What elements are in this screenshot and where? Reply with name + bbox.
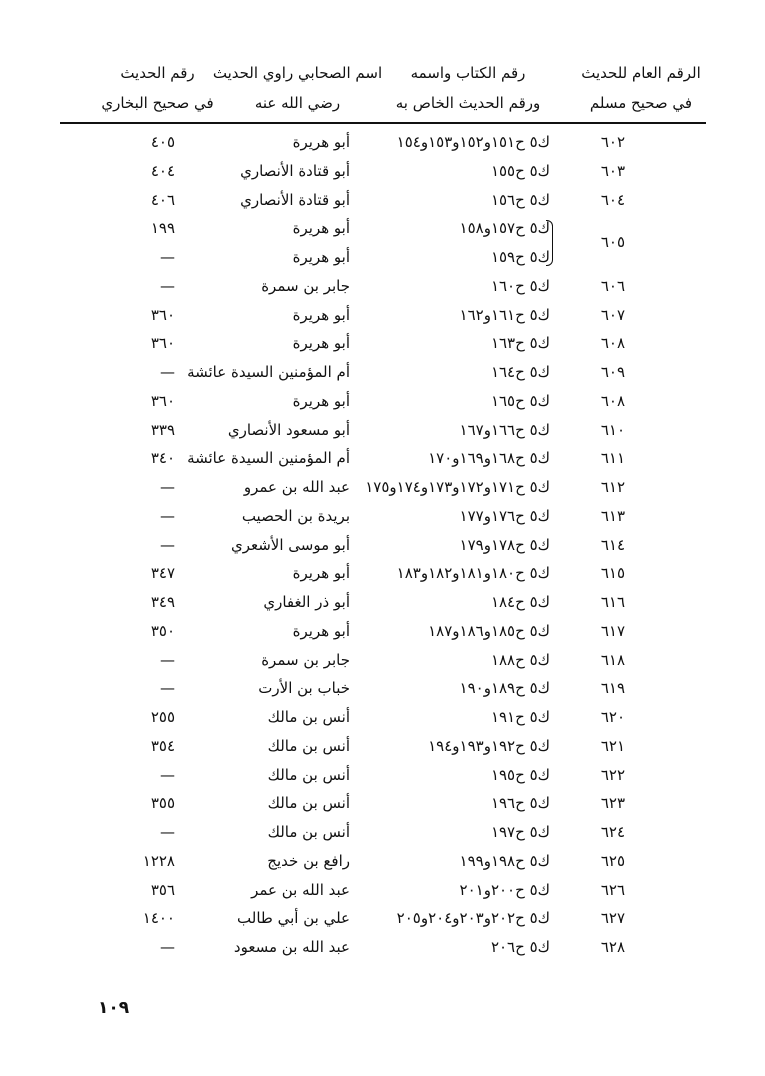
narrator-cell: أبو موسى الأشعري: [230, 536, 350, 554]
bukhari-number-cell: —: [160, 651, 175, 669]
general-number-cell: ٦١٩: [600, 679, 625, 697]
book-reference-cell: ك٥ ح١٦٥: [490, 392, 550, 410]
narrator-cell: أنس بن مالك: [267, 794, 350, 812]
narrator-cell: أبو هريرة: [292, 248, 350, 266]
table-row: [0, 847, 765, 875]
table-row: [0, 703, 765, 731]
general-number-cell: ٦٢٢: [600, 766, 625, 784]
table-row: [0, 732, 765, 760]
book-reference-cell: ك٥ ح١٨٤: [490, 593, 550, 611]
header-general-number: [566, 58, 716, 118]
bukhari-number-cell: ٣٥٦: [150, 881, 175, 899]
general-number-cell: ٦١٨: [600, 651, 625, 669]
narrator-cell: أنس بن مالك: [267, 708, 350, 726]
row-group-brace: [546, 220, 553, 266]
header-bukhari-number: [95, 58, 220, 118]
table-row: [0, 646, 765, 674]
bukhari-number-cell: ٢٥٥: [150, 708, 175, 726]
narrator-cell: أم المؤمنين السيدة عائشة: [187, 449, 350, 467]
book-reference-cell: ك٥ ح١٥٩: [490, 248, 550, 266]
table-row: [0, 272, 765, 300]
bukhari-number-cell: —: [160, 823, 175, 841]
table-row: [0, 416, 765, 444]
header-line: ورقم الحديث الخاص به: [395, 94, 541, 112]
book-reference-cell: ك٥ ح١٩٢و١٩٣و١٩٤: [428, 737, 550, 755]
book-reference-cell: ك٥ ح٢٠٢و٢٠٣و٢٠٤و٢٠٥: [396, 909, 550, 927]
bukhari-number-cell: —: [160, 679, 175, 697]
book-reference-cell: ك٥ ح١٥٥: [490, 162, 550, 180]
table-row: [0, 301, 765, 329]
table-row: [0, 761, 765, 789]
book-reference-cell: ك٥ ح١٨٥و١٨٦و١٨٧: [428, 622, 550, 640]
narrator-cell: أبو مسعود الأنصاري: [227, 421, 350, 439]
table-row: [0, 329, 765, 357]
table-row: [0, 904, 765, 932]
book-reference-cell: ك٥ ح١٦٦و١٦٧: [459, 421, 550, 439]
table-row: [0, 674, 765, 702]
book-reference-cell: ك٥ ح١٧٨و١٧٩: [459, 536, 550, 554]
book-reference-cell: ك٥ ح٢٠٠و٢٠١: [459, 881, 550, 899]
table-row: [0, 588, 765, 616]
general-number-cell: ٦٠٨: [600, 334, 625, 352]
narrator-cell: عبد الله بن مسعود: [233, 938, 350, 956]
general-number-cell: ٦٢٧: [600, 909, 625, 927]
book-reference-cell: ك٥ ح١٦٣: [490, 334, 550, 352]
bukhari-number-cell: —: [160, 507, 175, 525]
narrator-cell: أبو هريرة: [292, 133, 350, 151]
bukhari-number-cell: ٣٤٠: [150, 449, 175, 467]
general-number-cell: ٦١٣: [600, 507, 625, 525]
header-book-reference: [378, 58, 558, 118]
book-reference-cell: ك٥ ح١٩٦: [490, 794, 550, 812]
narrator-cell: أبو ذر الغفاري: [263, 593, 350, 611]
narrator-cell: أبو هريرة: [292, 392, 350, 410]
narrator-cell: أبو هريرة: [292, 219, 350, 237]
narrator-cell: أبو هريرة: [292, 306, 350, 324]
table-row: [0, 243, 765, 271]
bukhari-number-cell: ٣٥٤: [150, 737, 175, 755]
narrator-cell: أبو هريرة: [292, 334, 350, 352]
bukhari-number-cell: ٣٥٥: [150, 794, 175, 812]
narrator-cell: خباب بن الأرت: [258, 679, 350, 697]
book-reference-cell: ك٥ ح١٥٧و١٥٨: [459, 219, 550, 237]
table-row: [0, 186, 765, 214]
general-number-cell: ٦١٦: [600, 593, 625, 611]
narrator-cell: جابر بن سمرة: [261, 651, 350, 669]
table-row: [0, 358, 765, 386]
narrator-cell: أبو قتادة الأنصاري: [240, 162, 350, 180]
header-line: الرقم العام للحديث: [581, 64, 701, 82]
table-row: [0, 789, 765, 817]
table-row: [0, 559, 765, 587]
general-number-cell: ٦٠٩: [600, 363, 625, 381]
narrator-cell: رافع بن خديج: [267, 852, 350, 870]
general-number-cell: ٦١٤: [600, 536, 625, 554]
table-row: [0, 128, 765, 156]
general-number-cell: ٦٠٢: [600, 133, 625, 151]
header-line: اسم الصحابي راوي الحديث: [212, 64, 383, 82]
bukhari-number-cell: ٣٦٠: [150, 392, 175, 410]
book-reference-cell: ك٥ ح١٨٠و١٨١و١٨٢و١٨٣: [396, 564, 550, 582]
narrator-cell: أنس بن مالك: [267, 766, 350, 784]
bukhari-number-cell: —: [160, 766, 175, 784]
bukhari-number-cell: ٣٥٠: [150, 622, 175, 640]
general-number-cell: ٦٠٣: [600, 162, 625, 180]
header-divider: [60, 122, 706, 124]
book-reference-cell: ك٥ ح١٨٨: [490, 651, 550, 669]
narrator-cell: أنس بن مالك: [267, 737, 350, 755]
book-reference-cell: ك٥ ح١٨٩و١٩٠: [459, 679, 550, 697]
general-number-cell: ٦٢١: [600, 737, 625, 755]
bukhari-number-cell: —: [160, 536, 175, 554]
bukhari-number-cell: ٣٦٠: [150, 306, 175, 324]
general-number-cell: ٦٢٣: [600, 794, 625, 812]
book-reference-cell: ك٥ ح١٦١و١٦٢: [459, 306, 550, 324]
bukhari-number-cell: —: [160, 248, 175, 266]
narrator-cell: أبو هريرة: [292, 564, 350, 582]
narrator-cell: أبو هريرة: [292, 622, 350, 640]
bukhari-number-cell: ٣٣٩: [150, 421, 175, 439]
narrator-cell: بريدة بن الحصيب: [241, 507, 350, 525]
narrator-cell: جابر بن سمرة: [261, 277, 350, 295]
bukhari-number-cell: —: [160, 478, 175, 496]
header-line: رقم الحديث: [120, 64, 195, 82]
general-number-cell: ٦١٧: [600, 622, 625, 640]
table-row: [0, 214, 765, 242]
bukhari-number-cell: ٤٠٤: [150, 162, 175, 180]
bukhari-number-cell: ١٤٠٠: [142, 909, 175, 927]
bukhari-number-cell: —: [160, 277, 175, 295]
general-number-cell: ٦٠٦: [600, 277, 625, 295]
general-number-cell: ٦٢٥: [600, 852, 625, 870]
narrator-cell: أبو قتادة الأنصاري: [240, 191, 350, 209]
bukhari-number-cell: ٣٦٠: [150, 334, 175, 352]
narrator-cell: أنس بن مالك: [267, 823, 350, 841]
book-reference-cell: ك٥ ح١٩٥: [490, 766, 550, 784]
general-number-cell: ٦٠٧: [600, 306, 625, 324]
bukhari-number-cell: ١٢٢٨: [142, 852, 175, 870]
narrator-cell: عبد الله بن عمر: [251, 881, 350, 899]
general-number-cell: ٦٠٤: [600, 191, 625, 209]
header-narrator: [210, 58, 385, 118]
general-number-cell: ٦٠٨: [600, 392, 625, 410]
bukhari-number-cell: ٣٤٧: [150, 564, 175, 582]
merged-general-number-cell: ٦٠٥: [600, 233, 625, 251]
header-line: رضي الله عنه: [254, 94, 341, 112]
book-reference-cell: ك٥ ح١٦٨و١٦٩و١٧٠: [428, 449, 550, 467]
table-row: [0, 157, 765, 185]
general-number-cell: ٦١٠: [600, 421, 625, 439]
book-reference-cell: ك٥ ح١٧١و١٧٢و١٧٣و١٧٤و١٧٥: [365, 478, 550, 496]
narrator-cell: أم المؤمنين السيدة عائشة: [187, 363, 350, 381]
table-row: [0, 933, 765, 961]
book-reference-cell: ك٥ ح١٥١و١٥٢و١٥٣و١٥٤: [396, 133, 550, 151]
table-row: [0, 444, 765, 472]
book-reference-cell: ك٥ ح٢٠٦: [490, 938, 550, 956]
table-row: [0, 502, 765, 530]
general-number-cell: ٦٢٦: [600, 881, 625, 899]
header-line: رقم الكتاب واسمه: [410, 64, 526, 82]
bukhari-number-cell: —: [160, 938, 175, 956]
general-number-cell: ٦١١: [600, 449, 625, 467]
table-row: [0, 473, 765, 501]
general-number-cell: ٦٢٤: [600, 823, 625, 841]
header-line: في صحيح البخاري: [101, 94, 214, 112]
table-row: [0, 617, 765, 645]
book-reference-cell: ك٥ ح١٩٧: [490, 823, 550, 841]
narrator-cell: علي بن أبي طالب: [237, 909, 350, 927]
book-reference-cell: ك٥ ح١٦٠: [490, 277, 550, 295]
book-reference-cell: ك٥ ح١٩١: [490, 708, 550, 726]
general-number-cell: ٦٢٠: [600, 708, 625, 726]
table-row: [0, 531, 765, 559]
bukhari-number-cell: ٤٠٥: [150, 133, 175, 151]
header-line: في صحيح مسلم: [589, 94, 693, 112]
general-number-cell: ٦٢٨: [600, 938, 625, 956]
general-number-cell: ٦١٥: [600, 564, 625, 582]
narrator-cell: عبد الله بن عمرو: [243, 478, 350, 496]
book-reference-cell: ك٥ ح١٥٦: [490, 191, 550, 209]
book-reference-cell: ك٥ ح١٩٨و١٩٩: [459, 852, 550, 870]
table-row: [0, 387, 765, 415]
table-row: [0, 818, 765, 846]
general-number-cell: ٦١٢: [600, 478, 625, 496]
bukhari-number-cell: ١٩٩: [150, 219, 175, 237]
book-reference-cell: ك٥ ح١٧٦و١٧٧: [459, 507, 550, 525]
page-number: ١٠٩: [98, 998, 130, 1018]
bukhari-number-cell: ٣٤٩: [150, 593, 175, 611]
book-reference-cell: ك٥ ح١٦٤: [490, 363, 550, 381]
bukhari-number-cell: —: [160, 363, 175, 381]
bukhari-number-cell: ٤٠٦: [150, 191, 175, 209]
table-row: [0, 876, 765, 904]
